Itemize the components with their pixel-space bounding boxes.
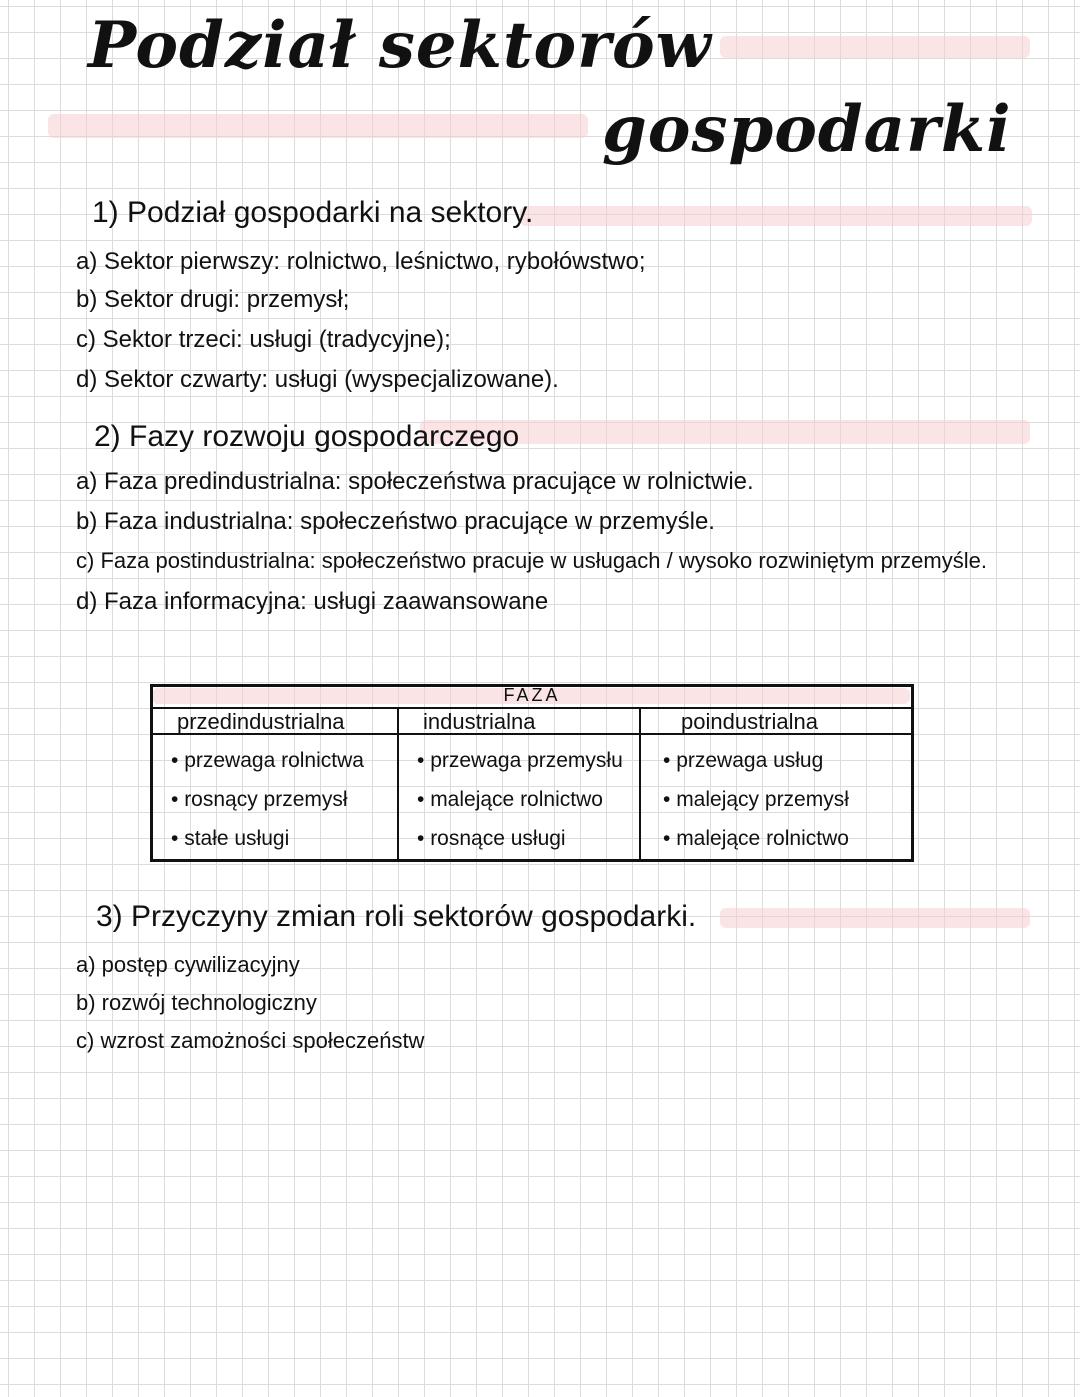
highlight-stroke xyxy=(520,206,1032,226)
section2-item: a) Faza predindustrialna: społeczeństwa pracujące w rolnictwie. xyxy=(76,468,754,495)
table-cell: • przewaga przemysłu xyxy=(417,741,623,780)
highlight-stroke xyxy=(720,36,1030,58)
section1-item: b) Sektor drugi: przemysł; xyxy=(76,286,350,313)
section1-item: a) Sektor pierwszy: rolnictwo, leśnictwo, rybołówstwo; xyxy=(76,248,646,275)
table-column-header: przedindustrialna xyxy=(177,709,345,734)
highlight-stroke xyxy=(48,114,588,138)
table-column-postindustrial xyxy=(639,707,913,859)
table-column-header: poindustrialna xyxy=(681,709,818,734)
table-cell: • stałe usługi xyxy=(171,819,364,858)
section3-item: b) rozwój technologiczny xyxy=(76,990,317,1015)
section3-item: c) wzrost zamożności społeczeństw xyxy=(76,1028,425,1053)
table-cell: • malejące rolnictwo xyxy=(417,780,623,819)
section1-item: d) Sektor czwarty: usługi (wyspecjalizowane). xyxy=(76,366,559,393)
table-cell: • przewaga rolnictwa xyxy=(171,741,364,780)
section1-item: c) Sektor trzeci: usługi (tradycyjne); xyxy=(76,326,451,353)
highlight-stroke xyxy=(720,908,1030,928)
section1-heading: 1) Podział gospodarki na sektory. xyxy=(92,196,534,229)
table-caption: FAZA xyxy=(503,685,561,705)
section3-heading: 3) Przyczyny zmian roli sektorów gospodarki. xyxy=(96,900,697,933)
table-cell: • malejący przemysł xyxy=(663,780,849,819)
section2-item: b) Faza industrialna: społeczeństwo pracujące w przemyśle. xyxy=(76,508,715,535)
page-title-line2: gospodarki xyxy=(602,92,1012,167)
table-column-industrial xyxy=(397,707,641,859)
table-column-header: industrialna xyxy=(423,709,536,734)
table-column-preindustrial xyxy=(153,707,397,859)
table-cell: • rosnące usługi xyxy=(417,819,623,858)
section3-item: a) postęp cywilizacyjny xyxy=(76,952,300,977)
table-cell: • rosnący przemysł xyxy=(171,780,364,819)
page-title-line1: Podział sektorów xyxy=(88,8,712,83)
section2-item: c) Faza postindustrialna: społeczeństwo pracuje w usługach / wysoko rozwiniętym przemyśle. xyxy=(76,548,987,573)
table-cell: • przewaga usług xyxy=(663,741,849,780)
phases-table xyxy=(150,684,914,862)
table-cell: • malejące rolnictwo xyxy=(663,819,849,858)
section2-heading: 2) Fazy rozwoju gospodarczego xyxy=(94,420,520,453)
section2-item: d) Faza informacyjna: usługi zaawansowane xyxy=(76,588,549,615)
